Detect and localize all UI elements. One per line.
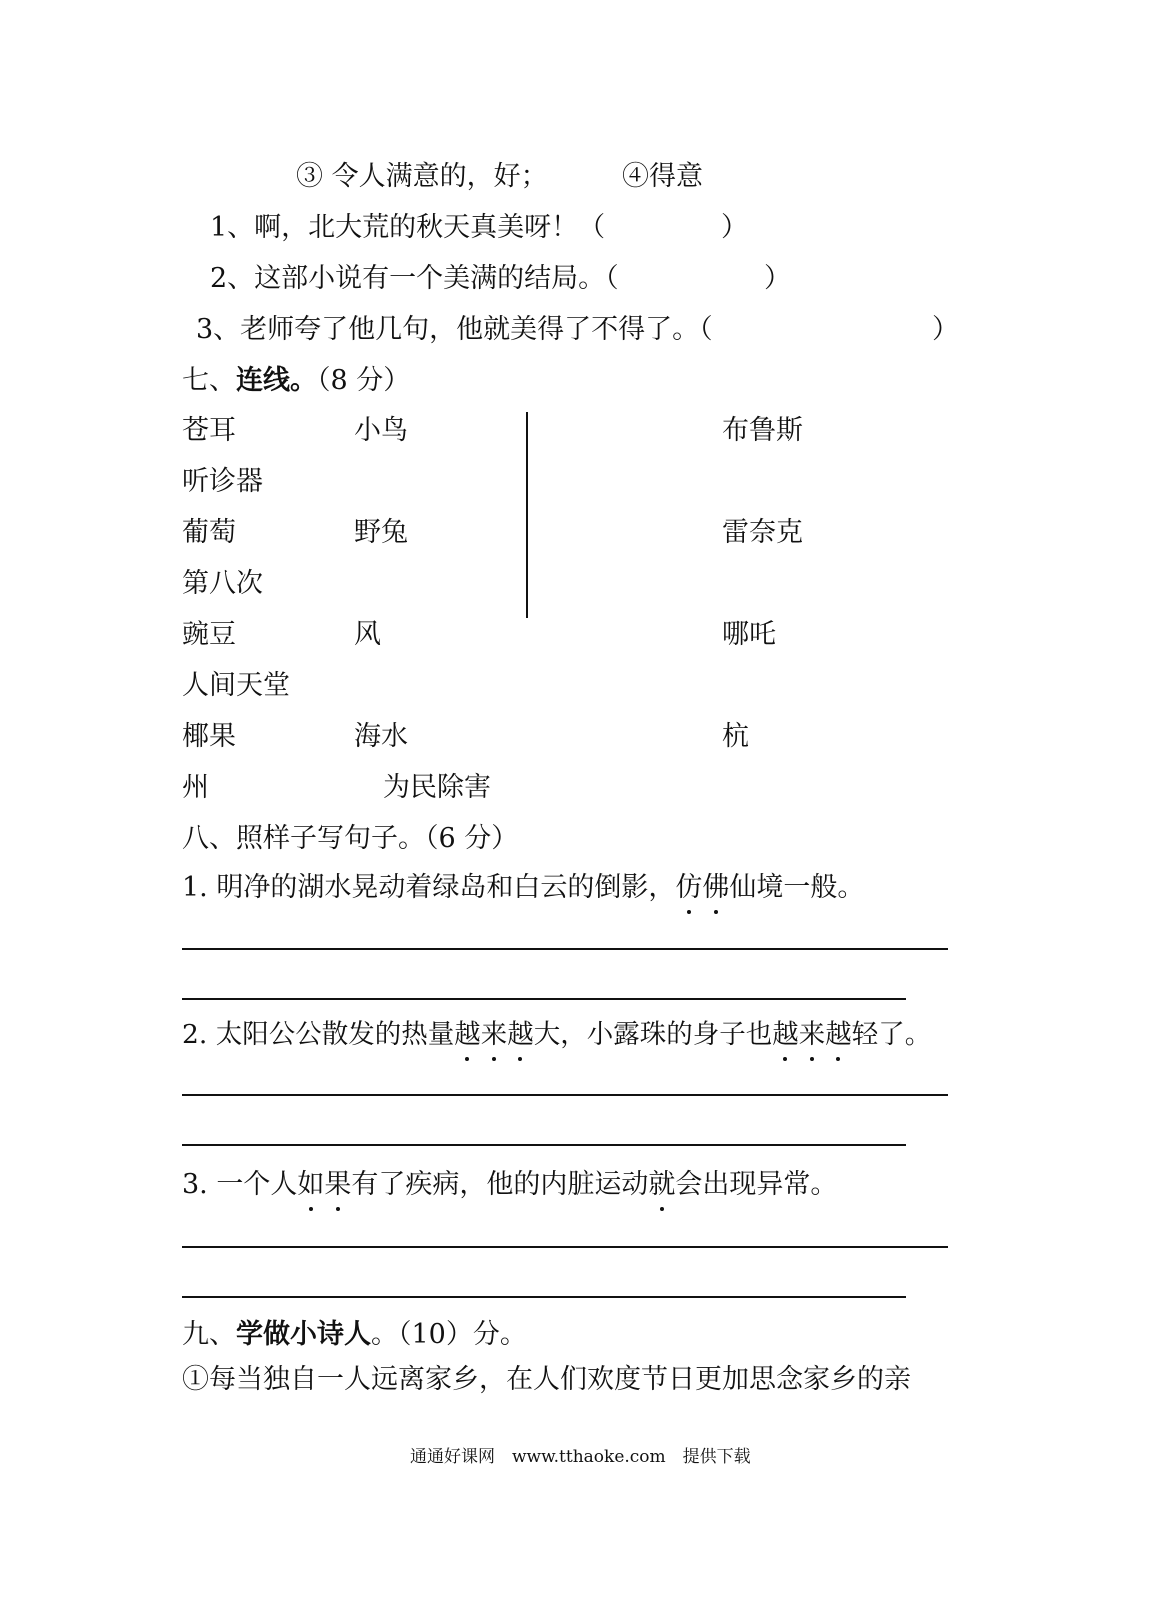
answer-line[interactable] [182,1094,948,1096]
match-mid-2: 野兔 [354,517,408,548]
match-right-3: 哪吒 [722,619,776,650]
s8-s2-c: 轻了。 [851,1019,932,1050]
match-left-3: 葡萄 [182,517,236,548]
section9-line-1: ①每当独自一人远离家乡，在人们欢度节日更加思念家乡的亲 [182,1364,911,1395]
match-right-2: 雷奈克 [722,517,803,548]
match-left-4: 第八次 [182,568,263,599]
s8-s1-dot-1: 仿 [675,872,703,903]
section7-score: （8 分） [317,365,411,396]
footer-credit: 通通好课网 www.tthaoke.com 提供下载 [410,1447,751,1467]
section9-score: 。（10）分。 [371,1319,527,1350]
section7-title: 连线。 [236,365,317,396]
s8-sentence-2 [182,1018,931,1052]
match-left-7: 椰果 [182,721,236,752]
s8-s3-c: 会出现异常。 [675,1169,838,1200]
s6-item-2: 2、这部小说有一个美满的结局。（ [210,263,619,294]
s8-s2-dot-4: 越 [772,1019,799,1050]
column-divider [526,412,528,618]
answer-line[interactable] [182,998,906,1000]
s8-s1-before: 1. 明净的湖水晃动着绿岛和白云的倒影， [182,872,676,903]
match-left-5: 豌豆 [182,619,236,650]
match-left-2: 听诊器 [182,466,263,497]
s8-s1-dot-2: 佛 [702,872,730,903]
s8-s2-a: 2. 太阳公公散发的热量 [182,1019,455,1050]
s8-s2-dot-2: 来 [480,1019,508,1050]
s8-s2-b: 大，小露珠的身子也 [533,1019,773,1050]
match-right-4: 杭 [722,721,749,752]
match-mid-1: 小鸟 [354,415,408,446]
answer-line[interactable] [182,1144,906,1146]
s6-item-1: 1、啊，北大荒的秋天真美呀！（ [210,212,606,243]
answer-line[interactable] [182,1246,948,1248]
s8-s1-after: 仙境一般。 [729,872,865,903]
section7-prefix: 七、 [182,365,236,396]
s8-s2-dot-3: 越 [507,1019,534,1050]
s8-s3-dot-1: 如 [297,1169,325,1200]
answer-line[interactable] [182,1296,906,1298]
s6-item-1-close: ） [721,212,748,243]
s8-s2-dot-6: 越 [825,1019,852,1050]
s8-sentence-1 [182,871,864,905]
option-4: ④得意 [622,161,703,192]
section8-heading: 八、照样子写句子。（6 分） [182,823,519,854]
match-left-8: 州 [182,772,209,803]
s8-s2-dot-5: 来 [798,1019,826,1050]
match-left-6: 人间天堂 [182,670,290,701]
s6-item-3: 3、老师夸了他几句，他就美得了不得了。（ [196,314,713,345]
s6-item-2-close: ） [764,263,791,294]
section7-heading [182,364,410,398]
s8-s3-dot-2: 果 [324,1169,352,1200]
option-3: ③ 令人满意的，好； [296,161,548,192]
section9-prefix: 九、 [182,1319,236,1350]
s8-s2-dot-1: 越 [454,1019,481,1050]
match-mid-4: 海水 [354,721,408,752]
s8-s3-dot-3: 就 [648,1169,676,1200]
answer-line[interactable] [182,948,948,950]
match-right-1: 布鲁斯 [722,415,803,446]
s8-s3-a: 3. 一个人 [182,1169,298,1200]
section9-title: 学做小诗人 [236,1319,371,1350]
s6-item-3-close: ） [932,314,959,345]
section9-heading [182,1318,527,1352]
match-mid-3: 风 [354,619,381,650]
s8-s3-b: 有了疾病，他的内脏运动 [351,1169,649,1200]
match-mid-5: 为民除害 [383,772,491,803]
match-left-1: 苍耳 [182,415,236,446]
s8-sentence-3 [182,1168,837,1202]
